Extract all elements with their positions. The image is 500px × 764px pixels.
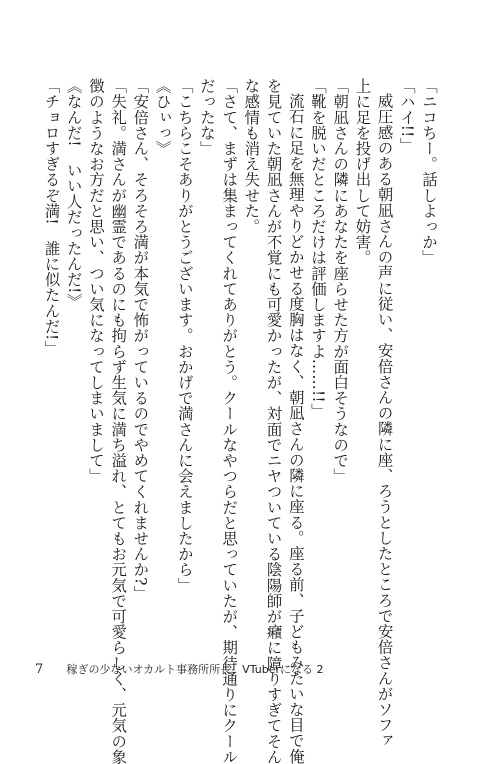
text-line: 《なんだ! いい人だったんだ!》 [64,78,83,310]
page-footer [35,661,323,677]
text-line: 「安倍さん、そろそろ満が本気で怖がっているのでやめてくれませんか?」 [131,78,150,602]
text-line: 流石に足を無理やりどかせる度胸はなく、朝凪さんの隣に座る。座る前、子どもみたいな目で俺 [286,93,305,764]
text-line: 《ひぃっ》 [153,78,172,156]
text-line: 威圧感のある朝凪さんの声に従い、安倍さんの隣に座、ろうとしたところで安倍さんがソファ [375,93,394,749]
running-title: 稼ぎの少ないオカルト事務所所長、VTuberになる 2 [66,663,324,676]
text-line: 「こちらこそありがとうございます。おかげで満さんに会えましたから」 [175,78,194,593]
text-line: 徴のようなお方だと思い、つい気になってしまいまして」 [86,78,105,484]
text-line: 「朝凪さんの隣にあなたを座らせた方が面白そうなので」 [331,78,350,484]
text-line: な感情も消え失せた。 [242,78,261,234]
text-line: 「ハイ!!」 [397,78,416,154]
text-line: 「チョロすぎるぞ満! 誰に似たんだ!」 [42,78,61,356]
text-line: 「失礼。満さんが幽霊であるのにも拘らず生気に満ち溢れ、とてもお元気で可愛らしく、元気の象 [109,78,128,764]
text-line: 「ニコちー。話しよっか」 [420,78,438,266]
text-line: 「靴を脱いだところだけは評価しますよ……!!」 [308,78,327,419]
page-number: 7 [35,662,44,677]
text-line: 「さて、まずは集まってくれてありがとう。クールなやつらだと思っていたが、期待通りにクール [220,78,239,764]
text-line: だったな」 [197,78,216,156]
text-line: 上に足を投げ出して妨害。 [353,78,372,266]
text-line: を見ていた朝凪さんが不覚にも可愛かったが、対面でニヤついている陰陽師が癪に障りすぎてそん [264,78,283,764]
